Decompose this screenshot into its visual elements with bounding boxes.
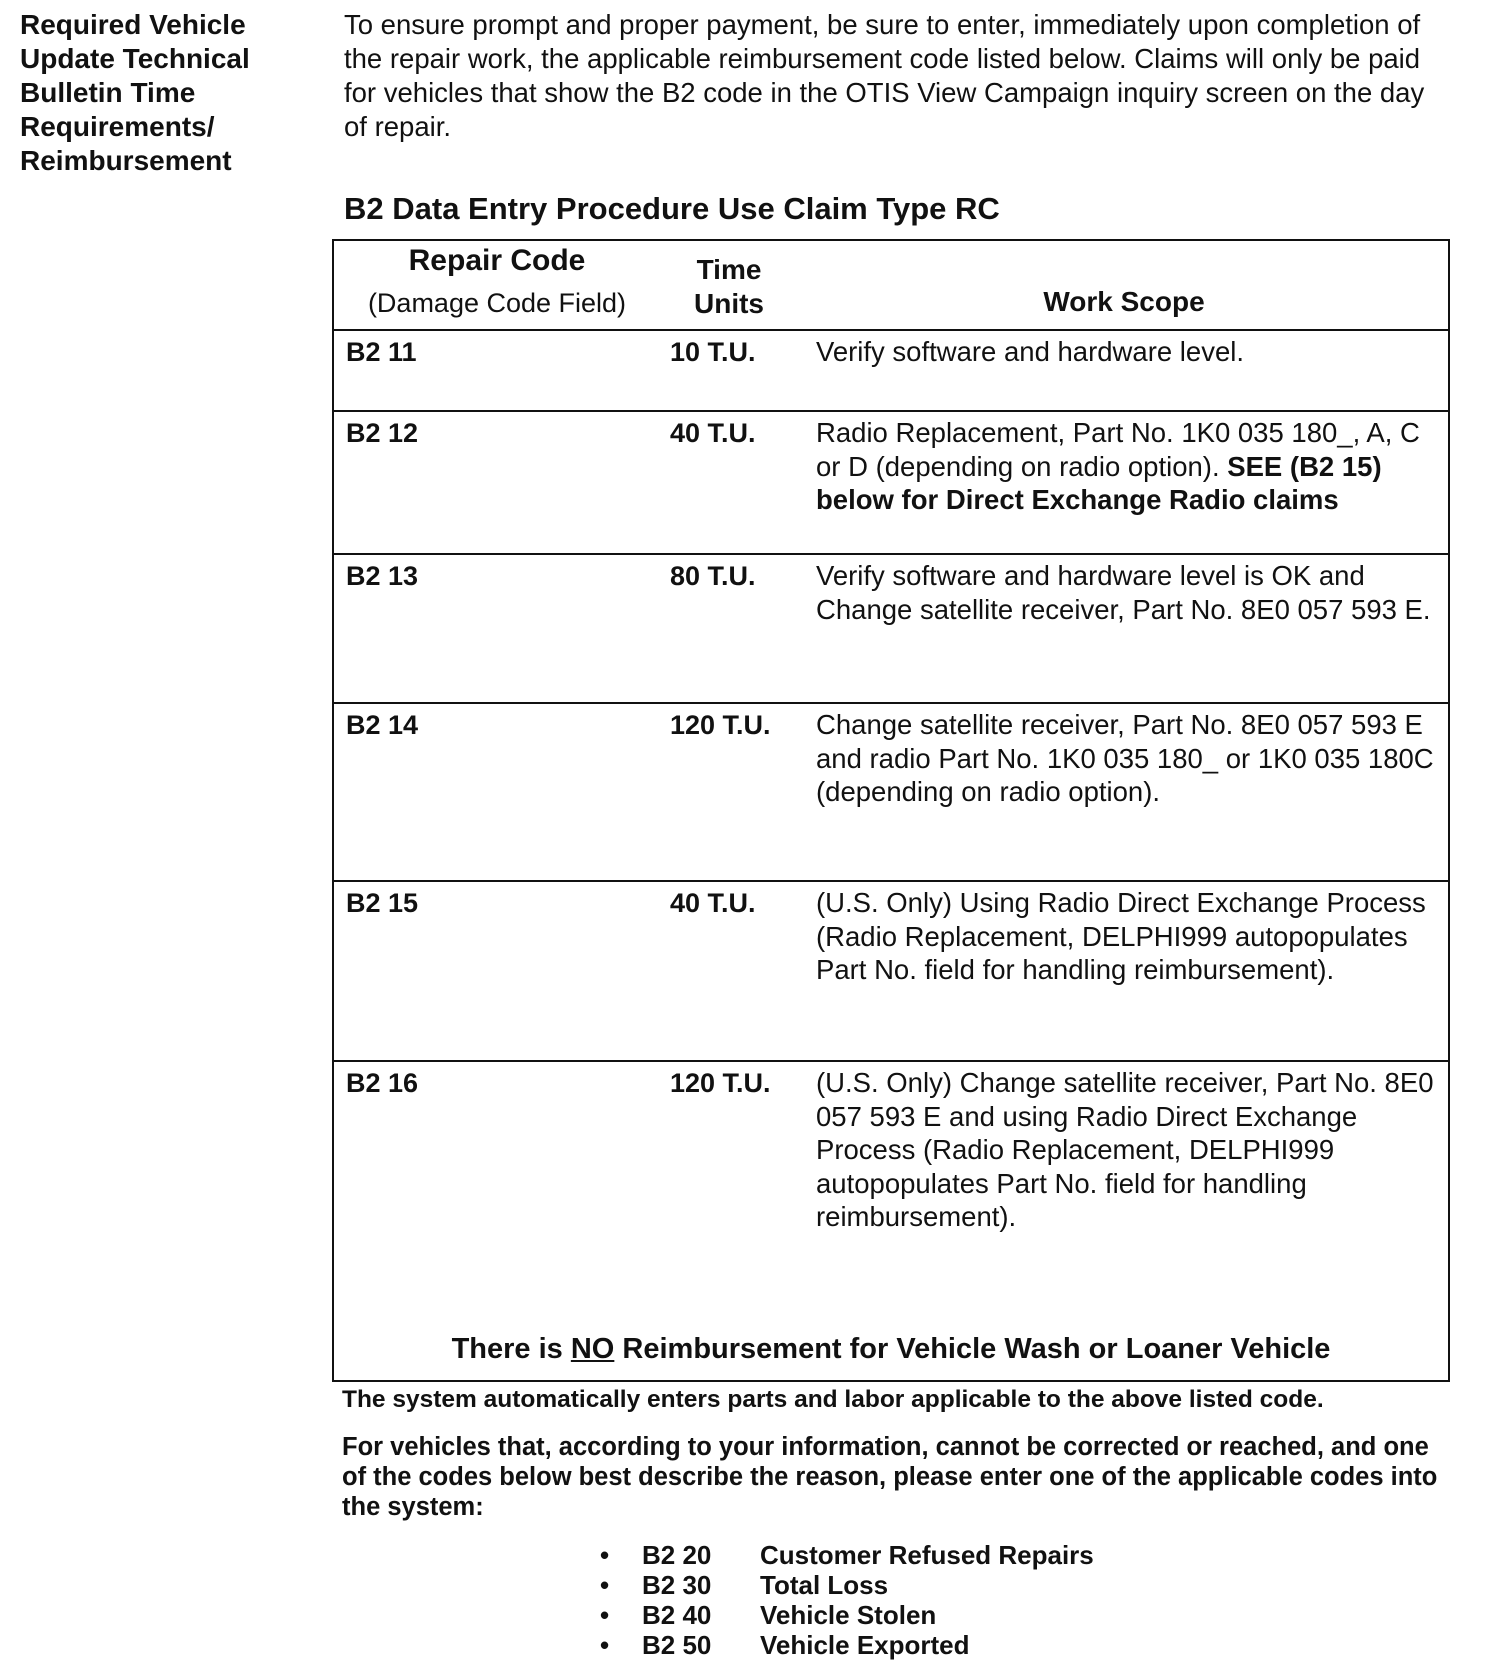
row-repair-code: B2 16 — [346, 1068, 419, 1098]
table-row — [334, 882, 1448, 1062]
table-row — [334, 412, 1448, 555]
reason-code: B2 40 — [642, 1600, 712, 1630]
table-title: B2 Data Entry Procedure Use Claim Type RC — [344, 191, 1000, 226]
row-work-scope — [816, 886, 1446, 987]
row-work-scope — [816, 1066, 1446, 1234]
notice-text-post: Reimbursement for Vehicle Wash or Loaner Vehicle — [614, 1333, 1331, 1365]
row-time-units: 40 T.U. — [670, 888, 756, 918]
notice-text-pre: There is — [451, 1333, 571, 1365]
work-scope-text: Change satellite receiver, Part No. 8E0 057 593 E and radio Part No. 1K0 035 180_ or 1K0 035 180C (depending on radio option). — [816, 709, 1434, 807]
reason-code: B2 30 — [642, 1570, 712, 1600]
repair-code-table — [332, 239, 1450, 1382]
bullet-icon: • — [600, 1570, 610, 1600]
row-work-scope — [816, 708, 1446, 809]
reason-description: Vehicle Stolen — [760, 1600, 937, 1630]
no-reimbursement-notice — [334, 1331, 1448, 1367]
table-row — [334, 704, 1448, 882]
row-time-units: 40 T.U. — [670, 418, 756, 448]
header-repair-code — [348, 241, 646, 320]
table-row — [334, 331, 1448, 412]
bullet-icon: • — [600, 1630, 610, 1660]
header-repair-code-title: Repair Code — [408, 244, 586, 277]
bullet-icon: • — [600, 1600, 610, 1630]
reason-code: B2 20 — [642, 1540, 712, 1570]
row-repair-code: B2 11 — [346, 337, 417, 367]
reason-code: B2 50 — [642, 1630, 712, 1660]
row-time-units: 120 T.U. — [670, 1068, 771, 1098]
bullet-icon: • — [600, 1540, 610, 1570]
notice-underlined-no: NO — [570, 1333, 615, 1365]
work-scope-text: (U.S. Only) Using Radio Direct Exchange Process (Radio Replacement, DELPHI999 autopopulates Part No. field for handling reimbursement). — [816, 887, 1426, 985]
header-damage-code-field: (Damage Code Field) — [367, 288, 627, 318]
work-scope-text: Radio Replacement, Part No. 1K0 035 180_, A, C or D (depending on radio option). — [816, 417, 1420, 482]
row-repair-code: B2 15 — [346, 888, 419, 918]
work-scope-text: Verify software and hardware level. — [816, 336, 1244, 367]
work-scope-text: Verify software and hardware level is OK and Change satellite receiver, Part No. 8E0 057 593 E. — [816, 560, 1431, 625]
row-repair-code: B2 14 — [346, 710, 419, 740]
table-row — [334, 555, 1448, 704]
table-header — [334, 241, 1448, 331]
reason-description: Customer Refused Repairs — [760, 1540, 1094, 1570]
row-time-units: 120 T.U. — [670, 710, 771, 740]
header-work-scope: Work Scope — [1043, 286, 1205, 317]
reason-description: Total Loss — [760, 1570, 889, 1600]
intro-paragraph: To ensure prompt and proper payment, be sure to enter, immediately upon completion of the repair work, the applicable reimbursement code listed below. Claims will only be paid for vehicles that show the B2 code in the OTIS View Campaign inquiry screen on the day of repair. — [344, 9, 1425, 142]
header-time-units: Time Units — [694, 254, 764, 319]
row-work-scope — [816, 416, 1446, 517]
row-time-units: 10 T.U. — [670, 337, 756, 367]
reason-description: Vehicle Exported — [760, 1630, 970, 1660]
row-time-units: 80 T.U. — [670, 561, 756, 591]
row-work-scope — [816, 559, 1446, 626]
row-repair-code: B2 13 — [346, 561, 419, 591]
row-repair-code: B2 12 — [346, 418, 419, 448]
uncorrectable-vehicle-note: For vehicles that, according to your information, cannot be corrected or reached, and one of the codes below best describe the reason, please enter one of the applicable codes into the system: — [342, 1433, 1438, 1521]
work-scope-text: (U.S. Only) Change satellite receiver, Part No. 8E0 057 593 E and using Radio Direct Exchange Process (Radio Replacement, DELPHI999 autopopulates Part No. field for handling reimbursement). — [816, 1067, 1434, 1232]
auto-entry-note: The system automatically enters parts and labor applicable to the above listed code. — [342, 1386, 1324, 1413]
section-heading: Required Vehicle Update Technical Bulletin Time Requirements/ Reimbursement — [20, 9, 250, 176]
work-scope-emphasis: SEE (B2 15) below for Direct Exchange Radio claims — [816, 450, 1382, 515]
row-work-scope — [816, 335, 1446, 369]
